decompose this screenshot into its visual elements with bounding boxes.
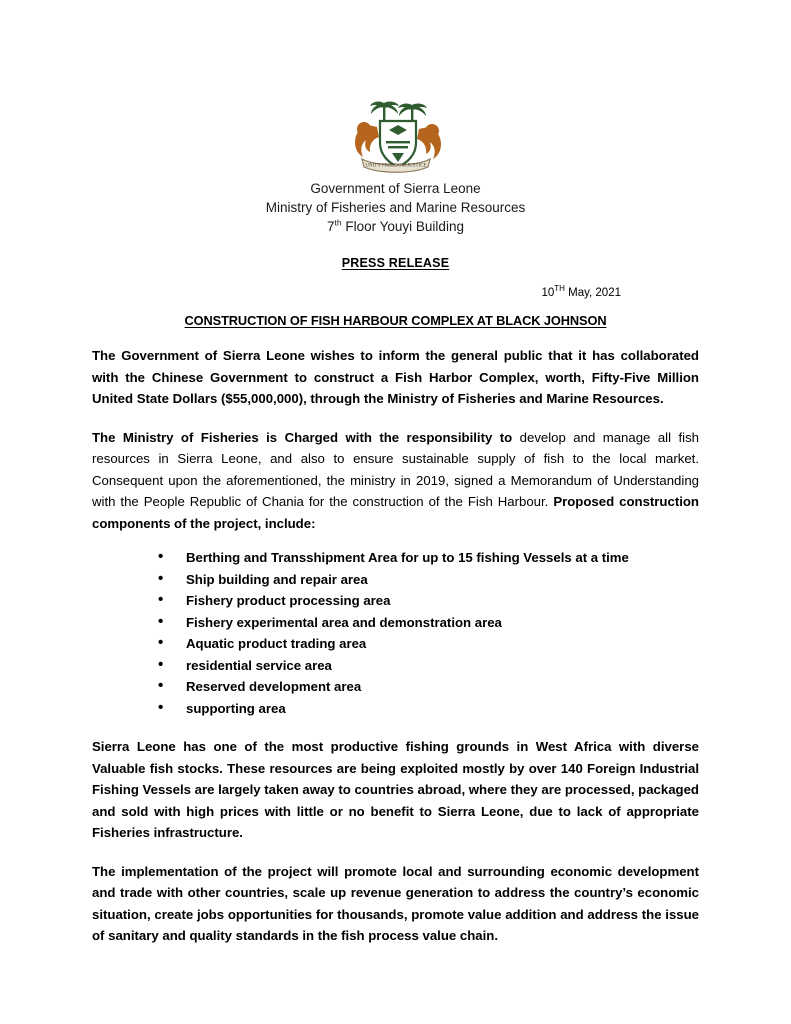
page-title: CONSTRUCTION OF FISH HARBOUR COMPLEX AT BLACK JOHNSON [184,313,607,328]
list-item: • Aquatic product trading area [152,633,699,655]
address-floor-number: 7 [327,219,335,234]
paragraph-components-lead: Proposed construction components of the project, include: [92,494,699,531]
release-date [92,284,699,299]
date-month-year: May, 2021 [564,287,621,299]
header-line-government: Government of Sierra Leone [310,181,481,196]
paragraph-responsibility-body: develop and manage all fish resources in Sierra Leone, and also to ensure sustainable supply of fish to the local market. Consequent upon the aforementioned, the ministry in 2019, signed a Memorandum of Understanding with the People Republic of Chania for the construction of the Fish Harbour. [92,429,699,509]
letterhead [92,179,699,236]
project-components-list [92,547,699,719]
list-item: • supporting area [152,698,699,720]
svg-text:UNITY FREEDOM JUSTICE: UNITY FREEDOM JUSTICE [364,163,427,169]
list-item: • residential service area [152,655,699,677]
list-item: • Ship building and repair area [152,569,699,591]
paragraph-responsibility-lead: The Ministry of Fisheries is Charged with the responsibility to [92,429,513,445]
date-ordinal: TH [554,284,565,294]
header-line-address [92,217,699,236]
list-item: • Reserved development area [152,676,699,698]
list-item: • Fishery experimental area and demonstration area [152,612,699,634]
address-building: Floor Youyi Building [341,219,464,234]
paragraph-collaboration: The Government of Sierra Leone wishes to inform the general public that it has collaborated with the Chinese Government to construct a Fish Harbor Complex, worth, Fifty-Five Million United State Dollars ($55,000,000), through the Ministry of Fisheries and Marine Resources. [92,348,699,406]
crest-container [92,95,699,173]
coat-of-arms-icon [344,97,448,173]
press-release-label: PRESS RELEASE [341,256,450,270]
address-floor-ordinal: th [334,217,342,228]
paragraph-responsibility [92,427,699,535]
date-day: 10 [541,287,555,299]
paragraph-fishing-grounds: Sierra Leone has one of the most productive fishing grounds in West Africa with diverse Valuable fish stocks. These resources are being exploited mostly by over 140 Foreign Industrial Fishing Vessels are largely taken away to countries abroad, where they are processed, packaged and sold with high prices with little or no benefit to Sierra Leone, due to lack of appropriate Fisheries infrastructure. [92,739,699,841]
list-item: • Berthing and Transshipment Area for up to 15 fishing Vessels at a time [152,547,699,569]
header-line-ministry: Ministry of Fisheries and Marine Resources [265,200,526,215]
paragraph-implementation: The implementation of the project will promote local and surrounding economic development and trade with other countries, scale up revenue generation to address the country’s economic situation, create jobs opportunities for thousands, promote value addition and address the issue of sanitary and quality standards in the fish process value chain. [92,863,699,944]
list-item: • Fishery product processing area [152,590,699,612]
